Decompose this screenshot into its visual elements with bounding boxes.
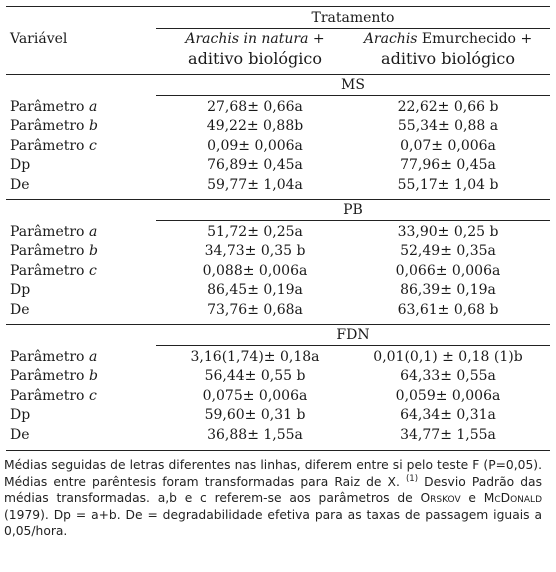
value-emurchecido: 55,34± 0,88 a <box>397 118 499 135</box>
row-label-text: Parâmetro <box>10 243 89 260</box>
row-label <box>10 426 30 444</box>
section-title: MS <box>341 77 365 93</box>
row-label-param: c <box>88 387 97 404</box>
row-label-param: a <box>88 224 98 240</box>
value-in-natura: 36,88± 1,55a <box>207 426 303 443</box>
section-title: FDN <box>336 327 370 343</box>
row-label-param: a <box>88 349 98 365</box>
header-bottom-rule <box>6 74 550 75</box>
row-label-param: c <box>88 262 97 279</box>
row-label <box>10 301 30 319</box>
row-label-text: Parâmetro <box>10 368 89 385</box>
value-emurchecido: 0,059± 0,006a <box>395 387 501 404</box>
top-rule <box>6 6 550 7</box>
row-label <box>10 242 98 260</box>
row-label <box>10 156 30 174</box>
value-emurchecido: 0,07± 0,006a <box>400 137 496 154</box>
value-emurchecido: 52,49± 0,35a <box>400 243 496 260</box>
value-emurchecido: 0,066± 0,006a <box>395 262 501 279</box>
row-label-param: b <box>88 368 98 385</box>
row-label-text: Parâmetro <box>10 262 89 279</box>
row-label <box>10 98 97 116</box>
row-label-param: b <box>88 243 98 260</box>
row-label-param: b <box>88 118 98 135</box>
row-label <box>10 387 97 405</box>
value-in-natura: 59,60± 0,31 b <box>204 407 306 424</box>
row-label-param: a <box>88 99 98 115</box>
value-in-natura: 56,44± 0,55 b <box>204 368 306 385</box>
col1-header-plus: + <box>308 31 325 47</box>
value-in-natura: 59,77± 1,04a <box>207 176 303 193</box>
value-in-natura: 0,075± 0,006a <box>202 387 308 404</box>
col1-header-line2: aditivo biológico <box>188 49 322 68</box>
value-in-natura: 27,68± 0,66a <box>207 99 303 115</box>
footnote-line2a: Desvio Padrão das médias transformadas. a,b e c referem-se aos parâmetros de <box>4 474 542 506</box>
variable-header: Variável <box>10 31 68 47</box>
row-label <box>10 223 97 241</box>
col2-header-line1 <box>350 30 546 48</box>
footnote-marker: (1) <box>405 473 419 484</box>
table-footnote <box>4 457 542 540</box>
value-emurchecido: 0,01(0,1) ± 0,18 (1)b <box>373 349 523 365</box>
value-in-natura: 0,09± 0,006a <box>207 137 303 154</box>
col1-header-line1 <box>166 30 344 48</box>
col2-header-rest: Emurchecido + <box>417 31 533 47</box>
section-title: PB <box>343 202 363 218</box>
row-label <box>10 137 97 155</box>
row-label-text: Parâmetro <box>10 224 89 240</box>
col2-header-line2: aditivo biológico <box>381 49 515 68</box>
footnote-line1: Médias seguidas de letras diferentes nas linhas, diferem entre si pelo teste F (P=0,05). Médias entre parêntesis foram transformadas para Raiz de X. <box>4 458 542 489</box>
row-label <box>10 367 98 385</box>
row-label <box>10 348 97 366</box>
value-emurchecido: 55,17± 1,04 b <box>397 176 499 193</box>
row-label <box>10 406 30 424</box>
footnote-and: e <box>460 491 484 506</box>
footnote-text <box>4 457 542 540</box>
treatment-rule <box>156 28 550 29</box>
value-in-natura: 3,16(1,74)± 0,18a <box>190 349 320 365</box>
col2-header-species: Arachis <box>363 31 418 47</box>
value-emurchecido: 64,33± 0,55a <box>400 368 496 385</box>
row-label-text: Dp <box>10 407 31 424</box>
value-emurchecido: 86,39± 0,19a <box>400 282 496 299</box>
row-label-text: Parâmetro <box>10 387 89 404</box>
row-label-text: De <box>10 426 30 443</box>
row-label-text: De <box>10 301 30 318</box>
row-label <box>10 117 98 135</box>
section-title-rule <box>156 220 550 221</box>
section-divider-rule <box>6 199 550 200</box>
value-emurchecido: 63,61± 0,68 b <box>397 301 499 318</box>
row-label-text: Dp <box>10 282 31 299</box>
footnote-line2b: (1979). Dp = a+b. De = degradabilidade efetiva para as taxas de passagem iguais a 0,05/hora. <box>4 507 542 539</box>
table-bottom-rule <box>6 450 550 451</box>
row-label-text: Parâmetro <box>10 137 89 154</box>
value-in-natura: 0,088± 0,006a <box>202 262 308 279</box>
value-emurchecido: 33,90± 0,25 b <box>397 224 499 240</box>
row-label-text: Parâmetro <box>10 99 89 115</box>
col1-header-species: Arachis in natura <box>185 31 309 47</box>
section-title-rule <box>156 345 550 346</box>
treatment-header: Tratamento <box>311 10 395 26</box>
value-in-natura: 34,73± 0,35 b <box>204 243 306 260</box>
value-in-natura: 73,76± 0,68a <box>207 301 303 318</box>
value-in-natura: 76,89± 0,45a <box>207 157 303 174</box>
row-label-text: Parâmetro <box>10 349 89 365</box>
section-divider-rule <box>6 324 550 325</box>
row-label <box>10 176 30 194</box>
value-in-natura: 51,72± 0,25a <box>207 224 303 240</box>
row-label-text: Dp <box>10 157 31 174</box>
value-emurchecido: 77,96± 0,45a <box>400 157 496 174</box>
row-label-param: c <box>88 137 97 154</box>
row-label <box>10 262 97 280</box>
value-in-natura: 49,22± 0,88b <box>206 118 304 135</box>
row-label-text: Parâmetro <box>10 118 89 135</box>
author-orskov: Orskov <box>420 491 461 506</box>
value-emurchecido: 34,77± 1,55a <box>400 426 496 443</box>
section-title-rule <box>156 95 550 96</box>
value-emurchecido: 22,62± 0,66 b <box>397 99 499 115</box>
row-label <box>10 281 30 299</box>
row-label-text: De <box>10 176 30 193</box>
value-emurchecido: 64,34± 0,31a <box>400 407 496 424</box>
value-in-natura: 86,45± 0,19a <box>207 282 303 299</box>
author-mcdonald: McDonald <box>483 491 542 506</box>
